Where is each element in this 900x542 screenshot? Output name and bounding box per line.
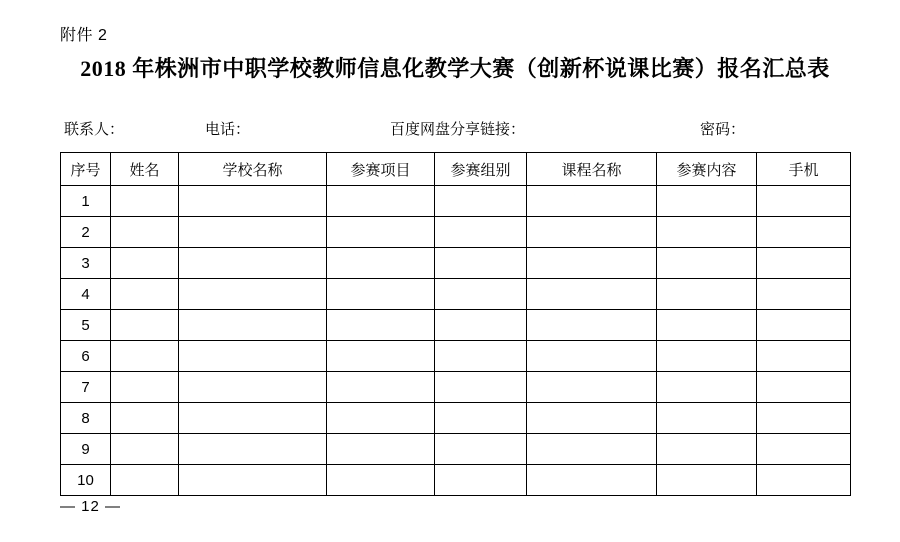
cell-item[interactable] [327, 403, 435, 434]
table-row [61, 403, 851, 434]
cell-item[interactable] [327, 341, 435, 372]
table-row [61, 341, 851, 372]
contact-label: 联系人： [64, 121, 125, 138]
cell-content[interactable] [657, 403, 757, 434]
cell-phone[interactable] [757, 434, 851, 465]
table-row [61, 372, 851, 403]
cell-content[interactable] [657, 341, 757, 372]
cell-school[interactable] [179, 372, 327, 403]
cell-index: 6 [61, 341, 111, 372]
cell-index: 8 [61, 403, 111, 434]
cell-phone[interactable] [757, 372, 851, 403]
cell-course[interactable] [527, 248, 657, 279]
cell-name[interactable] [111, 217, 179, 248]
cell-index: 3 [61, 248, 111, 279]
cell-index: 2 [61, 217, 111, 248]
cell-index: 9 [61, 434, 111, 465]
cell-item[interactable] [327, 186, 435, 217]
column-header-phone: 手机 [757, 153, 851, 186]
cell-phone[interactable] [757, 186, 851, 217]
cell-name[interactable] [111, 248, 179, 279]
cell-course[interactable] [527, 217, 657, 248]
password-label: 密码： [700, 121, 746, 138]
cell-name[interactable] [111, 434, 179, 465]
cell-group[interactable] [435, 465, 527, 496]
column-header-course: 课程名称 [527, 153, 657, 186]
cell-course[interactable] [527, 434, 657, 465]
cell-course[interactable] [527, 310, 657, 341]
cell-name[interactable] [111, 310, 179, 341]
table-row [61, 279, 851, 310]
page-title: 2018 年株洲市中职学校教师信息化教学大赛（创新杯说课比赛）报名汇总表 [80, 56, 830, 81]
cell-content[interactable] [657, 217, 757, 248]
cell-item[interactable] [327, 279, 435, 310]
cell-group[interactable] [435, 372, 527, 403]
table-header-row [61, 153, 851, 186]
column-header-group: 参赛组别 [435, 153, 527, 186]
cell-name[interactable] [111, 186, 179, 217]
phone-label: 电话： [205, 121, 251, 138]
cell-content[interactable] [657, 372, 757, 403]
table-row [61, 465, 851, 496]
column-header-item: 参赛项目 [327, 153, 435, 186]
cell-course[interactable] [527, 279, 657, 310]
cell-phone[interactable] [757, 403, 851, 434]
cell-item[interactable] [327, 310, 435, 341]
cell-phone[interactable] [757, 217, 851, 248]
cell-content[interactable] [657, 434, 757, 465]
table-row [61, 434, 851, 465]
cell-index: 10 [61, 465, 111, 496]
cell-group[interactable] [435, 341, 527, 372]
cell-group[interactable] [435, 186, 527, 217]
cell-course[interactable] [527, 465, 657, 496]
column-header-index: 序号 [61, 153, 111, 186]
cell-content[interactable] [657, 465, 757, 496]
cell-phone[interactable] [757, 310, 851, 341]
cell-index: 7 [61, 372, 111, 403]
cell-school[interactable] [179, 341, 327, 372]
cell-group[interactable] [435, 434, 527, 465]
cell-name[interactable] [111, 279, 179, 310]
column-header-content: 参赛内容 [657, 153, 757, 186]
cell-group[interactable] [435, 279, 527, 310]
table-row [61, 186, 851, 217]
cell-item[interactable] [327, 372, 435, 403]
meta-row [60, 118, 850, 142]
attachment-label: 附件 2 [60, 27, 108, 44]
cell-index: 1 [61, 186, 111, 217]
cell-content[interactable] [657, 186, 757, 217]
cell-item[interactable] [327, 434, 435, 465]
cell-index: 5 [61, 310, 111, 341]
cell-content[interactable] [657, 310, 757, 341]
cell-item[interactable] [327, 465, 435, 496]
cell-course[interactable] [527, 186, 657, 217]
table-row [61, 217, 851, 248]
cell-item[interactable] [327, 217, 435, 248]
cell-content[interactable] [657, 279, 757, 310]
cell-school[interactable] [179, 310, 327, 341]
column-header-name: 姓名 [111, 153, 179, 186]
cell-school[interactable] [179, 217, 327, 248]
netdisk-link-label: 百度网盘分享链接： [390, 121, 526, 138]
page-number: — 12 — [60, 498, 122, 515]
cell-school[interactable] [179, 186, 327, 217]
cell-group[interactable] [435, 217, 527, 248]
cell-phone[interactable] [757, 465, 851, 496]
cell-name[interactable] [111, 372, 179, 403]
column-header-school: 学校名称 [179, 153, 327, 186]
cell-course[interactable] [527, 372, 657, 403]
cell-school[interactable] [179, 279, 327, 310]
cell-course[interactable] [527, 403, 657, 434]
cell-school[interactable] [179, 434, 327, 465]
cell-group[interactable] [435, 248, 527, 279]
cell-group[interactable] [435, 310, 527, 341]
cell-phone[interactable] [757, 341, 851, 372]
cell-item[interactable] [327, 248, 435, 279]
cell-phone[interactable] [757, 248, 851, 279]
cell-school[interactable] [179, 248, 327, 279]
table-row [61, 310, 851, 341]
cell-course[interactable] [527, 341, 657, 372]
cell-name[interactable] [111, 465, 179, 496]
table-row [61, 248, 851, 279]
cell-name[interactable] [111, 403, 179, 434]
cell-group[interactable] [435, 403, 527, 434]
cell-school[interactable] [179, 465, 327, 496]
cell-index: 4 [61, 279, 111, 310]
cell-content[interactable] [657, 248, 757, 279]
cell-name[interactable] [111, 341, 179, 372]
registration-table [60, 152, 851, 496]
cell-school[interactable] [179, 403, 327, 434]
cell-phone[interactable] [757, 279, 851, 310]
